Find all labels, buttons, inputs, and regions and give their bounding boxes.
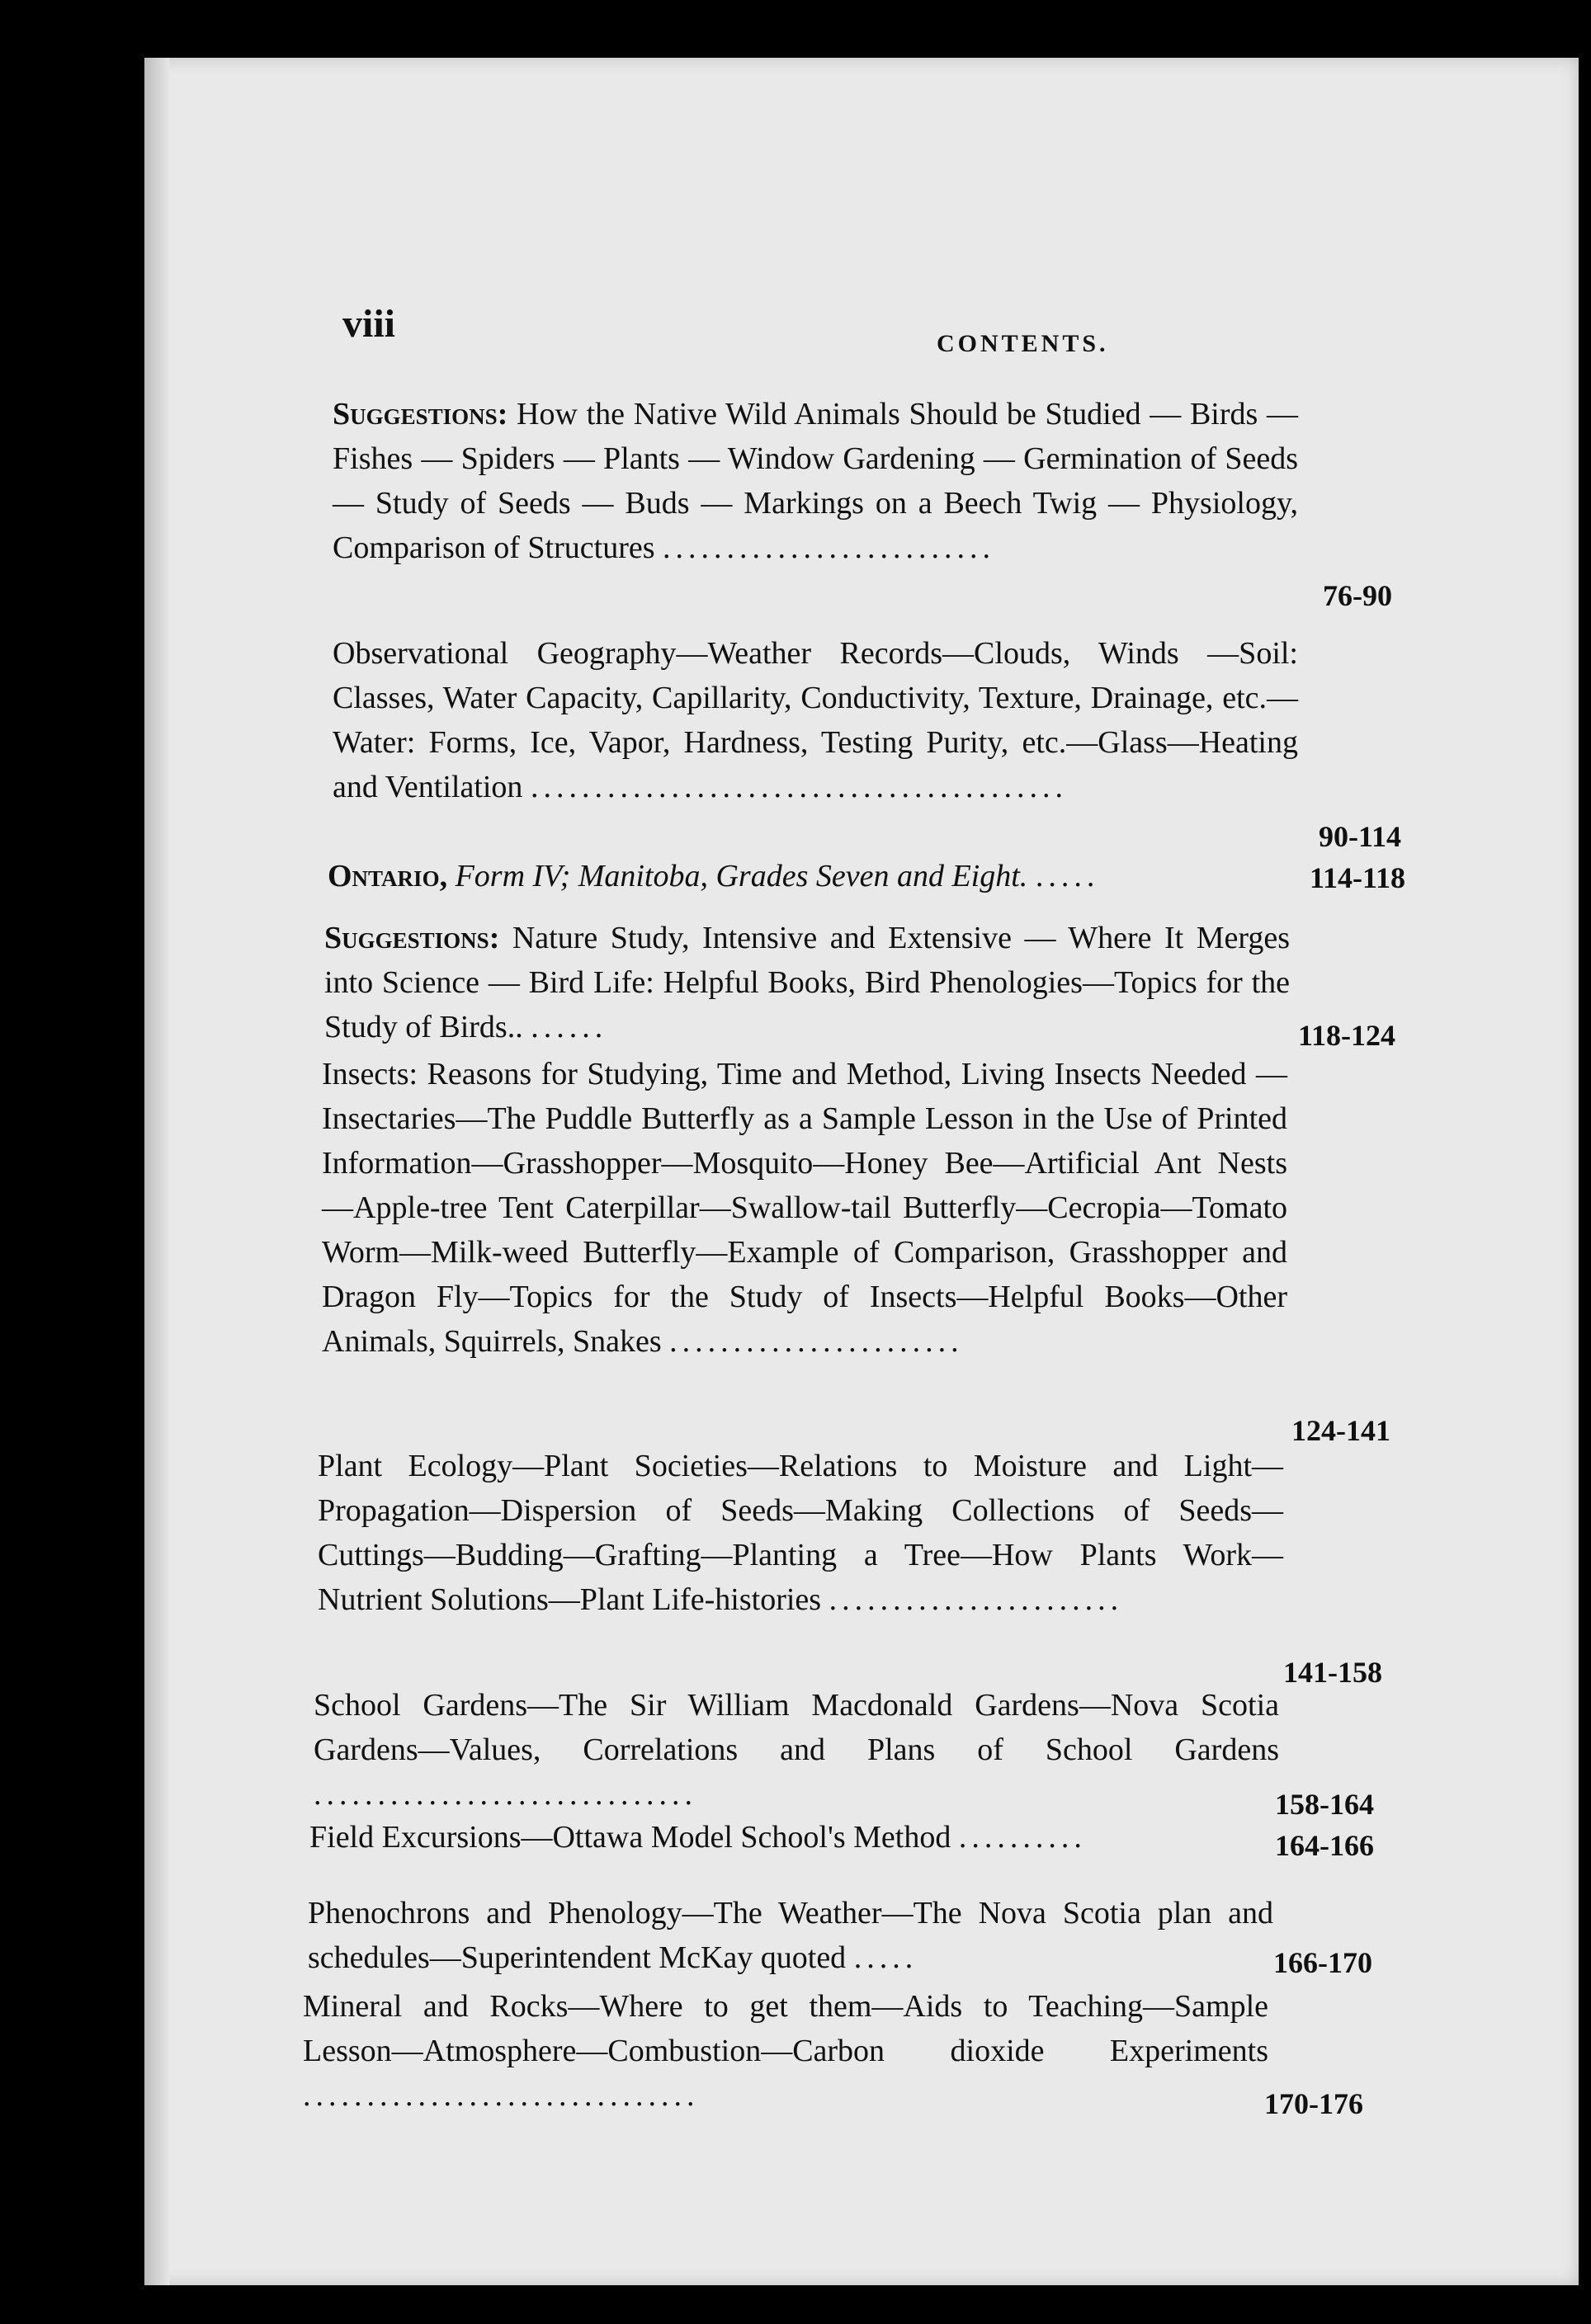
entry-pages: 170-176 — [1264, 2087, 1363, 2120]
entry-text: Plant Ecology—Plant Societies—Relations to Moisture and Light—Propagation—Dispersion of Seeds—Making Collections of Seeds—Cuttings—Budding—Grafting—Planting a Tree—How Plants Work—Nutrient Solutions—Plant Life-histories — [318, 1449, 1283, 1617]
contents-entry — [318, 1444, 1382, 1689]
contents-entry — [333, 631, 1402, 853]
contents-entry — [303, 1984, 1363, 2120]
dot-leaders: ............................... — [303, 2078, 700, 2113]
dot-leaders: .............................. — [314, 1777, 697, 1812]
entry-text: Nature Study, Intensive and Extensive — Where It Merges into Science — Bird Life: Helpful Books, Bird Phenologies—Topics for the Study of Birds.. — [324, 921, 1291, 1044]
book-page — [144, 58, 1579, 2285]
entry-heading: Suggestions: — [333, 397, 508, 431]
entry-text: How the Native Wild Animals Should be Studied — Birds — Fishes — Spiders — Plants — Window Gardening — Germination of Seeds — Study of Seeds — Buds — Markings on a Beech Twig — Physiology, Comparison of Structures — [333, 397, 1298, 565]
contents-entry — [309, 1815, 1374, 1862]
entry-pages: 118-124 — [1298, 1019, 1396, 1052]
dot-leaders: .......................... — [663, 530, 996, 565]
contents-list — [144, 58, 1579, 2285]
entry-text: Form IV; Manitoba, Grades Seven and Eight. — [455, 859, 1028, 893]
entry-pages: 158-164 — [1275, 1788, 1374, 1821]
entry-text: Field Excursions—Ottawa Model School's Method — [309, 1820, 951, 1855]
contents-entry — [322, 1052, 1390, 1447]
dot-leaders: ..... — [1035, 859, 1100, 893]
entry-text: Observational Geography—Weather Records—Clouds, Winds —Soil: Classes, Water Capacity, Capillarity, Conductivity, Texture, Drainage, etc.—Water: Forms, Ice, Vapor, Hardness, Testing Purity, etc.—Glass—Heating and Ventilation — [333, 636, 1298, 804]
dot-leaders: ....................... — [829, 1582, 1124, 1617]
contents-entry — [328, 854, 1406, 898]
entry-pages: 90-114 — [1319, 820, 1402, 853]
page-number: viii — [342, 302, 396, 346]
entry-pages: 114-118 — [1310, 861, 1406, 894]
entry-text: Insects: Reasons for Studying, Time and Method, Living Insects Needed — Insectaries—The Puddle Butterfly as a Sample Lesson in the Use of Printed Information—Grasshopper—Mosquito—Honey Bee—Artificial Ant Nests—Apple-tree Tent Caterpillar—Swallow-tail Butterfly—Cecropia—Tomato Worm—Milk-weed Butterfly—Example of Comparison, Grasshopper and Dragon Fly—Topics for the Study of Insects—Helpful Books—Other Animals, Squirrels, Snakes — [322, 1057, 1287, 1359]
entry-heading: Ontario, — [328, 859, 448, 893]
dot-leaders: ....................... — [669, 1324, 964, 1359]
entry-pages: 141-158 — [1283, 1656, 1382, 1689]
entry-pages: 164-166 — [1275, 1829, 1374, 1862]
entry-text: Mineral and Rocks—Where to get them—Aids to Teaching—Sample Lesson—Atmosphere—Combustion—Carbon dioxide Experiments — [303, 1989, 1268, 2068]
dot-leaders: ..... — [853, 1940, 918, 1975]
contents-entry — [324, 916, 1396, 1052]
running-head: CONTENTS. — [937, 330, 1109, 357]
entry-heading: Suggestions: — [324, 921, 500, 955]
dot-leaders: ...... — [531, 1010, 608, 1044]
contents-entry — [333, 392, 1392, 612]
entry-text: Phenochrons and Phenology—The Weather—The Nova Scotia plan and schedules—Superintendent McKay quoted — [308, 1896, 1273, 1975]
contents-entry — [308, 1891, 1372, 1980]
entry-pages: 124-141 — [1291, 1414, 1390, 1447]
entry-pages: 76-90 — [1323, 579, 1392, 612]
dot-leaders: .......... — [958, 1820, 1087, 1855]
contents-entry — [314, 1683, 1374, 1821]
entry-pages: 166-170 — [1273, 1946, 1372, 1979]
entry-text: School Gardens—The Sir William Macdonald Gardens—Nova Scotia Gardens—Values, Correlations and Plans of School Gardens — [314, 1688, 1279, 1767]
dot-leaders: .......................................... — [530, 770, 1068, 804]
